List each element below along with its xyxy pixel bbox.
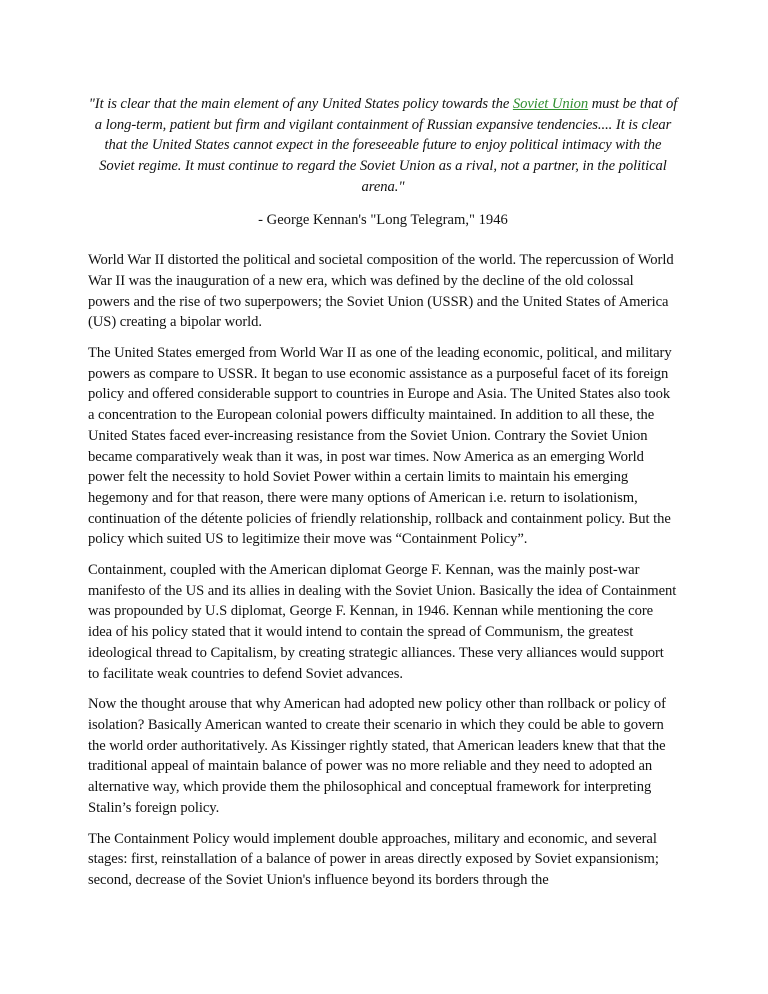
quote-text-before-link: It is clear that the main element of any United States policy towards the	[94, 96, 513, 112]
paragraph-5: The Containment Policy would implement double approaches, military and economic, and several stages: first, reinstallation of a balance of power in areas directly exposed by Soviet expansionism; second, decrease of the Soviet Union's influence beyond its borders through the	[88, 830, 659, 888]
quote-text-after-link: must be that of a long-term, patient but firm and vigilant containment of Russian expansive tendencies.... It is clear that the United States cannot expect in the foreseeable future to enjoy political intimacy with the Soviet regime. It must continue to regard the Soviet Union as a rival, not a partner, in the political arena."	[94, 96, 678, 195]
paragraph-4: Now the thought arouse that why American had adopted new policy other than rollback or policy of isolation? Basically American wanted to create their scenario in which they could be able to govern the world order authoritatively. As Kissinger rightly stated, that American leaders knew that that the traditional appeal of maintain balance of power was no more reliable and they need to adopted an alternative way, which provide them the philosophical and conceptual framework for interpreting Stalin’s foreign policy.	[88, 696, 666, 816]
body-text	[88, 250, 678, 890]
document-page	[88, 94, 678, 901]
quote-open-mark: "	[88, 96, 95, 112]
epigraph-quote	[88, 94, 678, 198]
paragraph-3: Containment, coupled with the American diplomat George F. Kennan, was the mainly post-war manifesto of the US and its allies in dealing with the Soviet Union. Basically the idea of Containment was propounded by U.S diplomat, George F. Kennan, in 1946. Kennan while mentioning the core idea of his policy stated that it would intend to contain the spread of Communism, the greatest ideological thread to Capitalism, by creating strategic alliances. These very alliances would support to facilitate weak countries to defend Soviet advances.	[88, 562, 677, 682]
paragraph-2: The United States emerged from World War II as one of the leading economic, political, and military powers as compare to USSR. It began to use economic assistance as a purposeful facet of its foreign policy and offered considerable support to countries in Europe and Asia. The United States also took a concentration to the European colonial powers difficulty maintained. In addition to all these, the United States faced ever-increasing resistance from the Soviet Union. Contrary the Soviet Union became comparatively weak than it was, in post war times. Now America as an emerging World power felt the necessity to hold Soviet Power within a certain limits to maintain his emerging hegemony and for that reason, there were many options of American i.e. return to isolationism, continuation of the détente policies of friendly relationship, rollback and containment policy. But the policy which suited US to legitimize their move was “Containment Policy”.	[88, 345, 672, 548]
paragraph-1: World War II distorted the political and societal composition of the world. The repercussion of World War II was the inauguration of a new era, which was defined by the decline of the old colossal powers and the rise of two superpowers; the Soviet Union (USSR) and the United States of America (US) creating a bipolar world.	[88, 252, 674, 331]
soviet-union-link[interactable]: Soviet Union	[512, 96, 589, 112]
quote-attribution: - George Kennan's "Long Telegram," 1946	[258, 211, 508, 228]
